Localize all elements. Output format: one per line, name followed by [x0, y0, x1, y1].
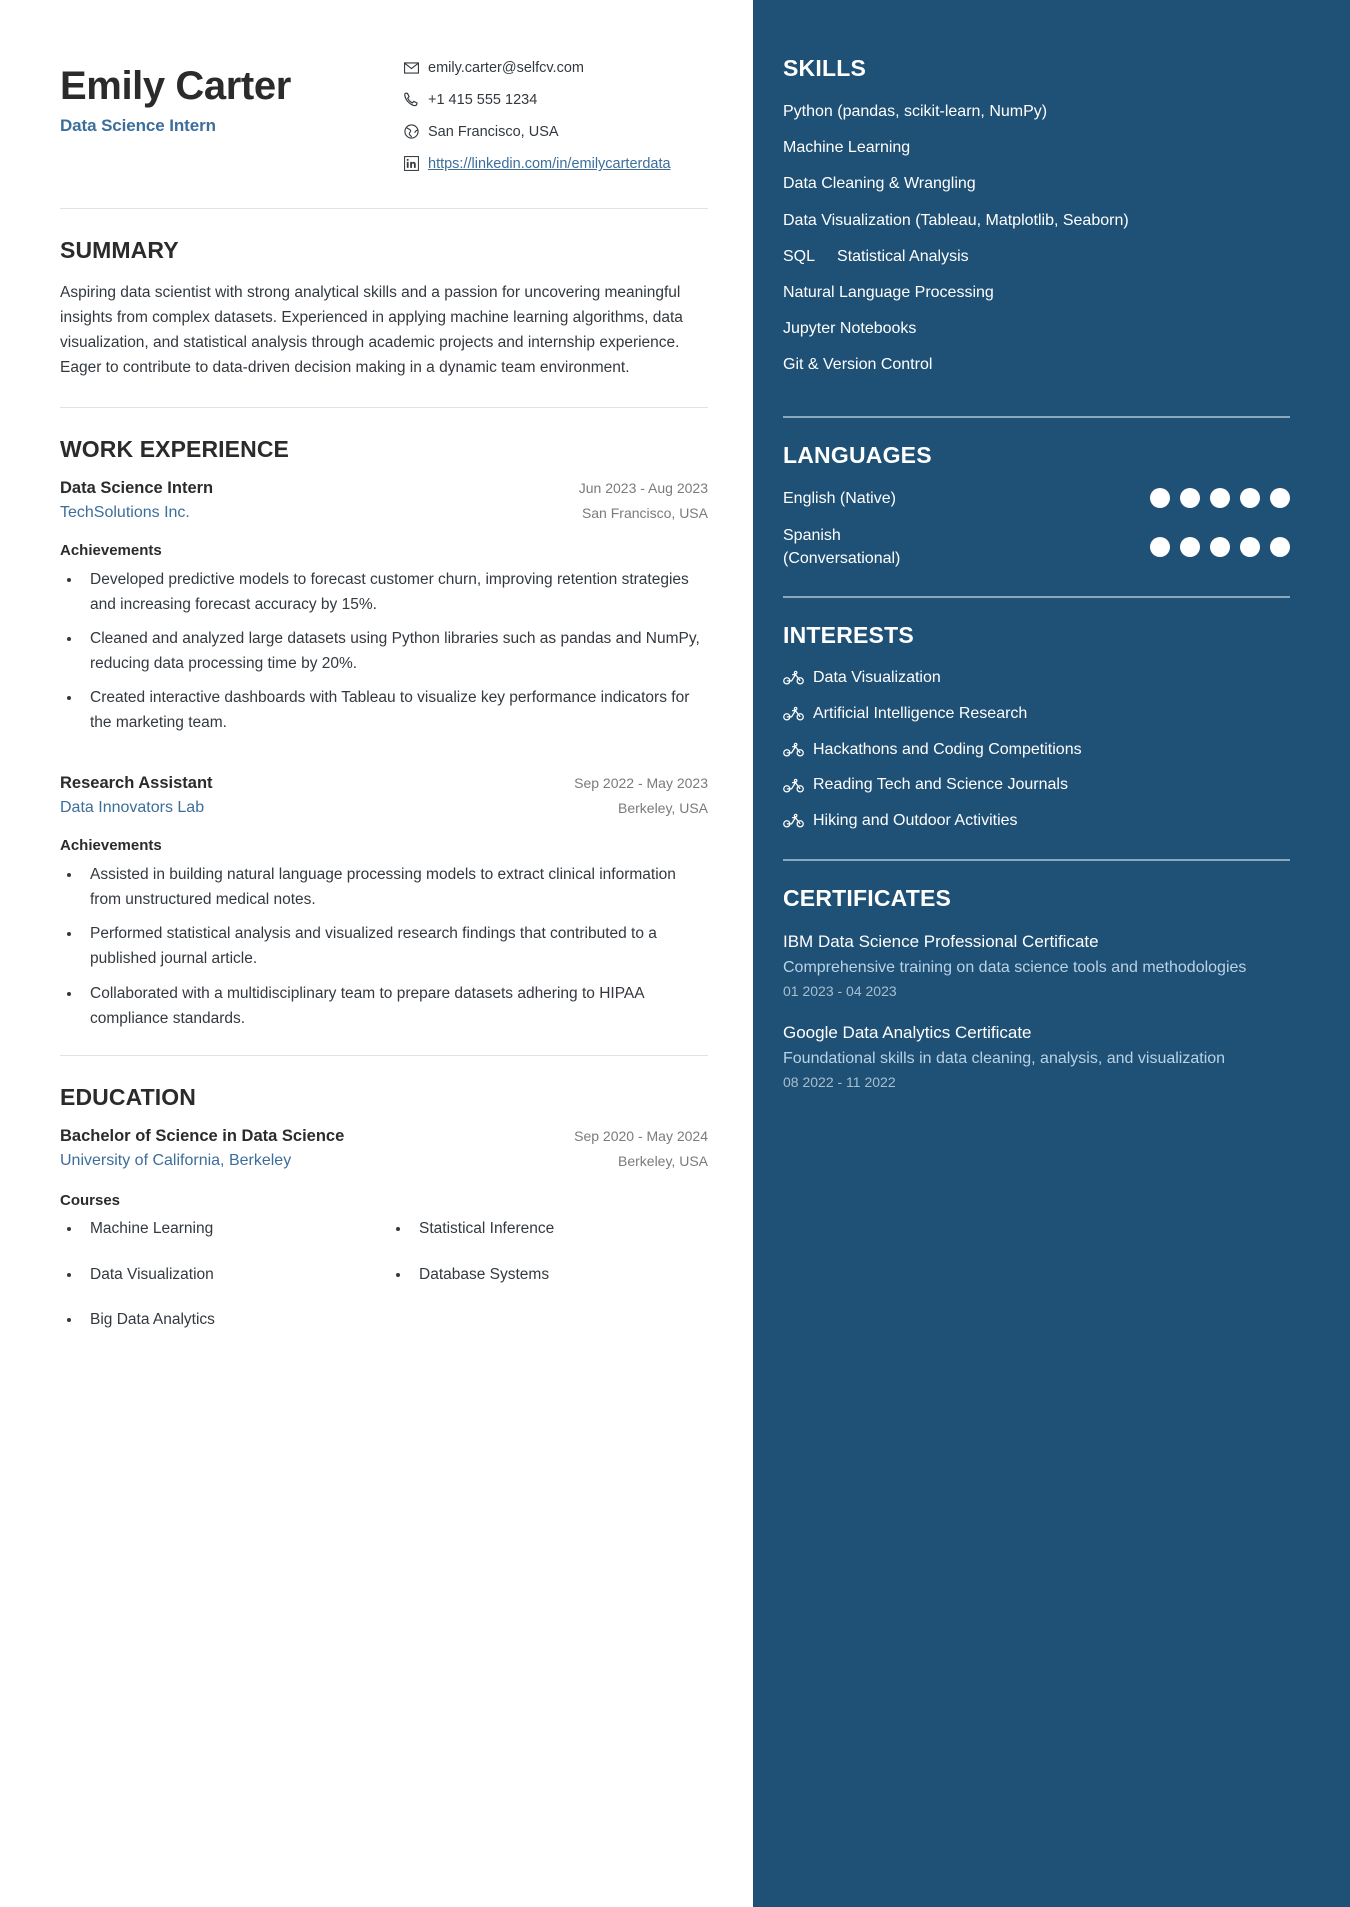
- interest-label: Reading Tech and Science Journals: [813, 776, 1068, 794]
- sidebar-divider: [783, 416, 1290, 418]
- contact-email: [403, 58, 708, 79]
- globe-icon: [403, 123, 419, 140]
- interest-item: [783, 739, 1290, 762]
- section-title-education: EDUCATION: [60, 1083, 196, 1110]
- work-entry: [60, 774, 708, 1031]
- certificate-description: Foundational skills in data cleaning, analysis, and visualization: [783, 1050, 1226, 1068]
- section-title-summary: SUMMARY: [60, 237, 179, 264]
- rating-dot: [1180, 537, 1200, 557]
- interest-label: Data Visualization: [813, 669, 941, 687]
- achievements-label: Achievements: [60, 837, 162, 855]
- section-title-interests: INTERESTS: [783, 622, 914, 649]
- skill-item: Git & Version Control: [783, 356, 933, 374]
- language-row: [783, 487, 1290, 510]
- education-dates: Sep 2020 - May 2024: [574, 1127, 708, 1144]
- work-entry-bullets: [82, 567, 708, 736]
- contact-location: [403, 122, 708, 143]
- language-rating: [1150, 488, 1290, 508]
- job-title-subtitle: Data Science Intern: [60, 115, 216, 135]
- skill-item: Python (pandas, scikit-learn, NumPy): [783, 103, 1048, 120]
- sidebar-section-interests: [783, 622, 1290, 833]
- list-item: • Data Visualization: [82, 1263, 379, 1288]
- rating-dot: [1270, 488, 1290, 508]
- courses-column-right: [411, 1217, 708, 1354]
- skill-item: Jupyter Notebooks: [783, 320, 917, 338]
- list-item: • Database Systems: [411, 1263, 708, 1288]
- work-entry: [60, 479, 708, 736]
- list-item: • Created interactive dashboards with Tableau to visualize key performance indicators for the marketing team.: [82, 685, 708, 735]
- rating-dot: [1210, 537, 1230, 557]
- work-entry-title: Data Science Intern: [60, 478, 214, 497]
- sidebar-section-languages: [783, 442, 1290, 571]
- skill-item: Statistical Analysis: [837, 247, 969, 265]
- certificate-name: Google Data Analytics Certificate: [783, 1022, 1032, 1042]
- divider: [60, 208, 708, 209]
- summary-text: Aspiring data scientist with strong analytical skills and a passion for uncovering meaningful insights from complex datasets. Experienced in applying machine learning algorithms, data visualization, and statistical analysis through academic projects and internship experience. Eager to contribute to data-driven decision making in a dynamic team environment.: [60, 284, 683, 377]
- skill-item: SQL: [783, 247, 816, 265]
- list-item: • Performed statistical analysis and visualized research findings that contributed to a published journal article.: [82, 921, 708, 971]
- contact-location-text: San Francisco, USA: [428, 124, 559, 141]
- contact-list: [403, 52, 708, 186]
- education-entry: [60, 1127, 708, 1354]
- work-entry-company: Data Innovators Lab: [60, 799, 205, 817]
- certificate-date: 01 2023 - 04 2023: [783, 982, 897, 999]
- phone-icon: [403, 91, 419, 108]
- language-row: [783, 524, 1290, 570]
- rating-dot: [1270, 537, 1290, 557]
- divider: [60, 407, 708, 408]
- skill-item: Machine Learning: [783, 139, 911, 157]
- education-degree: Bachelor of Science in Data Science: [60, 1126, 345, 1145]
- work-entry-title: Research Assistant: [60, 774, 213, 793]
- bicycle-icon: [783, 742, 804, 758]
- interest-item: [783, 667, 1290, 690]
- work-entry-location: Berkeley, USA: [618, 800, 708, 817]
- work-entry-bullets: [82, 862, 708, 1031]
- rating-dot: [1240, 488, 1260, 508]
- list-item: • Collaborated with a multidisciplinary team to prepare datasets adhering to HIPAA compliance standards.: [82, 981, 708, 1031]
- list-item: • Big Data Analytics: [82, 1308, 379, 1333]
- contact-linkedin-text[interactable]: https://linkedin.com/in/emilycarterdata: [428, 156, 671, 173]
- certificate-item: [783, 930, 1290, 999]
- bicycle-icon: [783, 778, 804, 794]
- interest-item: [783, 810, 1290, 833]
- interest-label: Hackathons and Coding Competitions: [813, 740, 1082, 758]
- section-title-certificates: CERTIFICATES: [783, 884, 952, 911]
- spacer: [60, 744, 708, 770]
- rating-dot: [1210, 488, 1230, 508]
- work-entry-location: San Francisco, USA: [581, 504, 708, 521]
- skills-list: [783, 100, 1290, 390]
- sidebar-divider: [783, 859, 1290, 861]
- resume-header: [60, 52, 708, 186]
- list-item: • Statistical Inference: [411, 1217, 708, 1242]
- work-entry-company: TechSolutions Inc.: [60, 503, 190, 521]
- achievements-label: Achievements: [60, 541, 162, 559]
- identity-block: [60, 52, 291, 136]
- contact-email-text: emily.carter@selfcv.com: [428, 60, 584, 76]
- resume-sidebar: [753, 0, 1350, 1907]
- contact-phone: [403, 90, 708, 111]
- bicycle-icon: [783, 813, 804, 829]
- section-title-work: WORK EXPERIENCE: [60, 435, 289, 462]
- work-entry-dates: Jun 2023 - Aug 2023: [578, 479, 708, 496]
- interest-item: [783, 703, 1290, 726]
- bicycle-icon: [783, 706, 804, 722]
- skill-item: Data Visualization (Tableau, Matplotlib, Seaborn): [783, 211, 1129, 229]
- rating-dot: [1150, 488, 1170, 508]
- rating-dot: [1150, 537, 1170, 557]
- sidebar-section-skills: [783, 55, 1290, 390]
- certificate-description: Comprehensive training on data science tools and methodologies: [783, 958, 1247, 976]
- contact-linkedin[interactable]: [403, 154, 708, 175]
- certificate-date: 08 2022 - 11 2022: [783, 1074, 896, 1091]
- rating-dot: [1180, 488, 1200, 508]
- section-title-skills: SKILLS: [783, 55, 866, 81]
- page-title: Emily Carter: [60, 64, 291, 108]
- skill-item: Data Cleaning & Wrangling: [783, 175, 976, 193]
- education-location: Berkeley, USA: [618, 1152, 708, 1169]
- bicycle-icon: [783, 670, 804, 686]
- envelope-icon: [403, 59, 419, 76]
- interest-label: Hiking and Outdoor Activities: [813, 811, 1018, 829]
- list-item: • Assisted in building natural language processing models to extract clinical information from unstructured medical notes.: [82, 862, 708, 912]
- work-entry-dates: Sep 2022 - May 2023: [574, 775, 708, 792]
- language-name: English (Native): [783, 489, 896, 507]
- courses-column-left: [82, 1217, 379, 1354]
- linkedin-icon: [403, 155, 419, 172]
- language-name: Spanish (Conversational): [783, 526, 901, 567]
- list-item: • Cleaned and analyzed large datasets using Python libraries such as pandas and NumPy, reducing data processing time by 20%.: [82, 626, 708, 676]
- courses-grid: [60, 1217, 708, 1354]
- section-education: [60, 1084, 708, 1354]
- courses-label: Courses: [60, 1191, 121, 1209]
- language-rating: [1150, 537, 1290, 557]
- skill-item: Natural Language Processing: [783, 283, 994, 301]
- sidebar-section-certificates: [783, 885, 1290, 1091]
- divider: [60, 1055, 708, 1056]
- rating-dot: [1240, 537, 1260, 557]
- section-summary: [60, 237, 708, 380]
- section-work-experience: [60, 436, 708, 1031]
- education-school: University of California, Berkeley: [60, 1151, 292, 1169]
- interest-label: Artificial Intelligence Research: [813, 704, 1028, 722]
- list-item: • Developed predictive models to forecast customer churn, improving retention strategies and increasing forecast accuracy by 15%.: [82, 567, 708, 617]
- certificate-name: IBM Data Science Professional Certificate: [783, 931, 1099, 951]
- interest-item: [783, 774, 1290, 797]
- list-item: • Machine Learning: [82, 1217, 379, 1242]
- sidebar-divider: [783, 596, 1290, 598]
- section-title-languages: LANGUAGES: [783, 441, 932, 468]
- contact-phone-text: +1 415 555 1234: [428, 92, 538, 109]
- certificate-item: [783, 1021, 1290, 1090]
